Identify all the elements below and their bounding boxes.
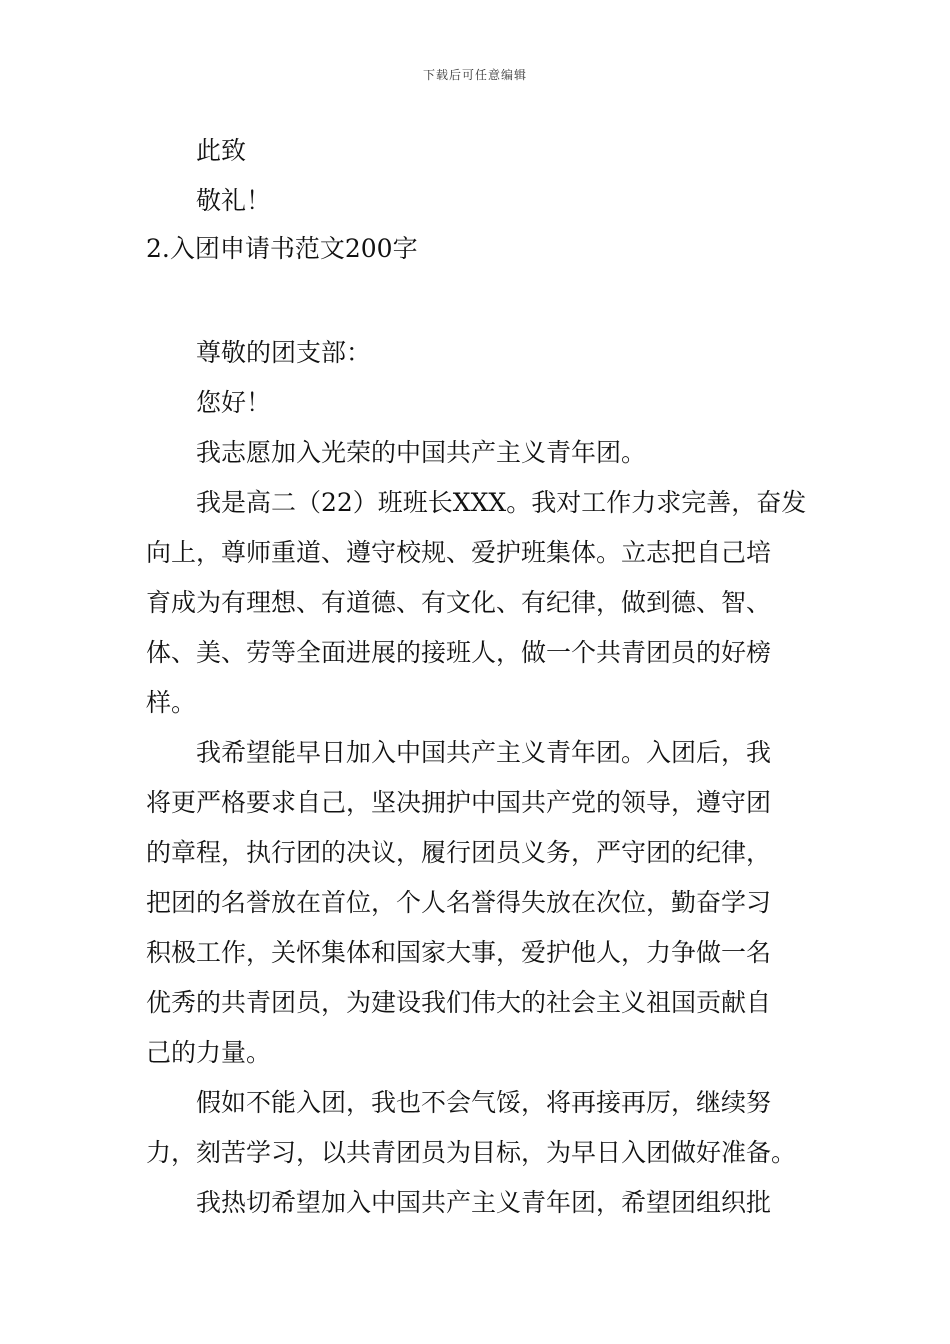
closing-block	[146, 126, 810, 226]
paragraph-1-line: 我志愿加入光荣的中国共产主义青年团。	[196, 438, 647, 467]
paragraph-5-line: 我热切希望加入中国共产主义青年团，希望团组织批	[196, 1188, 772, 1217]
closing-line-2: 敬礼！	[196, 186, 272, 215]
paragraph-3-line: 积极工作，关怀集体和国家大事，爱护他人，力争做一名	[146, 938, 772, 967]
paragraph-4-line: 力，刻苦学习，以共青团员为目标，为早日入团做好准备。	[146, 1138, 797, 1167]
letter-greeting: 您好！	[196, 388, 272, 417]
paragraph-2-line: 体、美、劳等全面进展的接班人，做一个共青团员的好榜	[146, 638, 772, 667]
page-header: 下载后可任意编辑	[422, 68, 527, 82]
closing-line-1: 此致	[196, 136, 247, 165]
paragraph-2-line: 向上，尊师重道、遵守校规、爱护班集体。立志把自己培	[146, 538, 772, 567]
paragraph-3-line: 将更严格要求自己，坚决拥护中国共产党的领导，遵守团	[146, 788, 772, 817]
paragraph-2-line: 育成为有理想、有道德、有文化、有纪律，做到德、智、	[146, 588, 772, 617]
paragraph-3-line: 优秀的共青团员，为建设我们伟大的社会主义祖国贡献自	[146, 988, 772, 1017]
letter-body	[146, 328, 810, 1228]
paragraph-3-line: 己的力量。	[146, 1038, 272, 1067]
paragraph-2-line: 样。	[146, 688, 197, 717]
paragraph-3-line: 的章程，执行团的决议，履行团员义务，严守团的纪律，	[146, 838, 772, 867]
paragraph-3-line: 把团的名誉放在首位，个人名誉得失放在次位，勤奋学习	[146, 888, 772, 917]
section-heading: 2.入团申请书范文200字	[146, 234, 418, 263]
paragraph-2-line: 我是高二（22）班班长XXX。我对工作力求完善，奋发	[196, 488, 807, 517]
paragraph-3-line: 我希望能早日加入中国共产主义青年团。入团后，我	[196, 738, 772, 767]
paragraph-4-line: 假如不能入团，我也不会气馁，将再接再厉，继续努	[196, 1088, 772, 1117]
letter-salutation: 尊敬的团支部：	[196, 338, 372, 367]
